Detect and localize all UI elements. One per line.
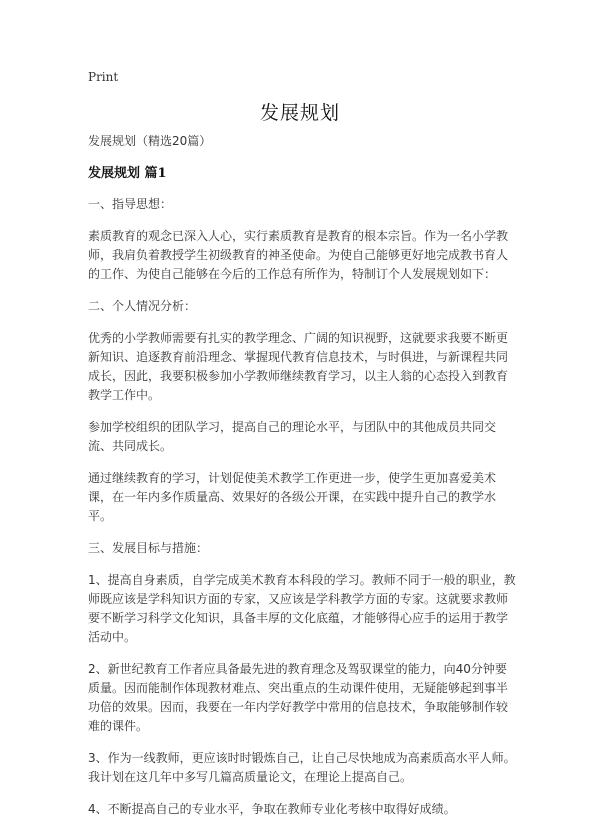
paragraph-goal-4: 4、不断提高自己的专业水平，争取在教师专业化考核中取得好成绩。 <box>88 802 456 816</box>
print-link[interactable]: Print <box>88 70 119 84</box>
paragraph-goal-1: 1、提高自身素质，自学完成美术教育本科段的学习。教师不同于一般的职业，教师既应该是学科知识方面的专家，又应该是学科教学方面的专家。这就要求教师要不断学习科学文化知识，具备丰厚的文化底蕴，才能够得心应手的运用于教学活动中。 <box>88 573 516 644</box>
paragraph-team-learning: 参加学校组织的团队学习，提高自己的理论水平，与团队中的其他成员共同交流、共同成长。 <box>88 420 497 453</box>
paragraph-guiding-text: 素质教育的观念已深入人心，实行素质教育是教育的根本宗旨。作为一名小学教师，我肩负着教授学生初级教育的神圣使命。为使自己能够更好地完成教书育人的工作、为使自己能够在今后的工作总有所作为，特制订个人发展规划如下： <box>88 229 509 281</box>
paragraph-goals-heading: 三、发展目标与措施： <box>88 541 209 555</box>
page-title: 发展规划 <box>259 102 340 124</box>
paragraph-analysis-heading: 二、个人情况分析： <box>88 299 197 313</box>
paragraph-analysis-text: 优秀的小学教师需要有扎实的教学理念、广阔的知识视野，这就要求我要不断更新知识、追逐教育前沿理念、掌握现代教育信息技术，与时俱进，与新课程共同成长，因此，我要积极参加小学教师继续教育学习，以主人翁的心态投入到教育教学工作中。 <box>88 331 509 402</box>
subtitle: 发展规划（精选20篇） <box>88 134 212 148</box>
section-heading: 发展规划 篇1 <box>88 166 167 181</box>
paragraph-goal-2: 2、新世纪教育工作者应具备最先进的教育理念及驾驭课堂的能力，向40分钟要质量。因而能制作体现教材难点、突出重点的生动课件使用，无疑能够起到事半功倍的效果。因而，我要在一年内学好教学中常用的信息技术，争取能够制作较难的课件。 <box>88 662 509 733</box>
paragraph-guiding-heading: 一、指导思想： <box>88 197 173 211</box>
document-body <box>88 132 518 832</box>
paragraph-goal-3: 3、作为一线教师，更应该时时锻炼自己，让自己尽快地成为高素质高水平人师。我计划在这几年中多写几篇高质量论文，在理论上提高自己。 <box>88 751 516 784</box>
paragraph-continuing-education: 通过继续教育的学习，计划促使美术教学工作更进一步，使学生更加喜爱美术课，在一年内多作质量高、效果好的各级公开课，在实践中提升自己的教学水平。 <box>88 471 497 523</box>
